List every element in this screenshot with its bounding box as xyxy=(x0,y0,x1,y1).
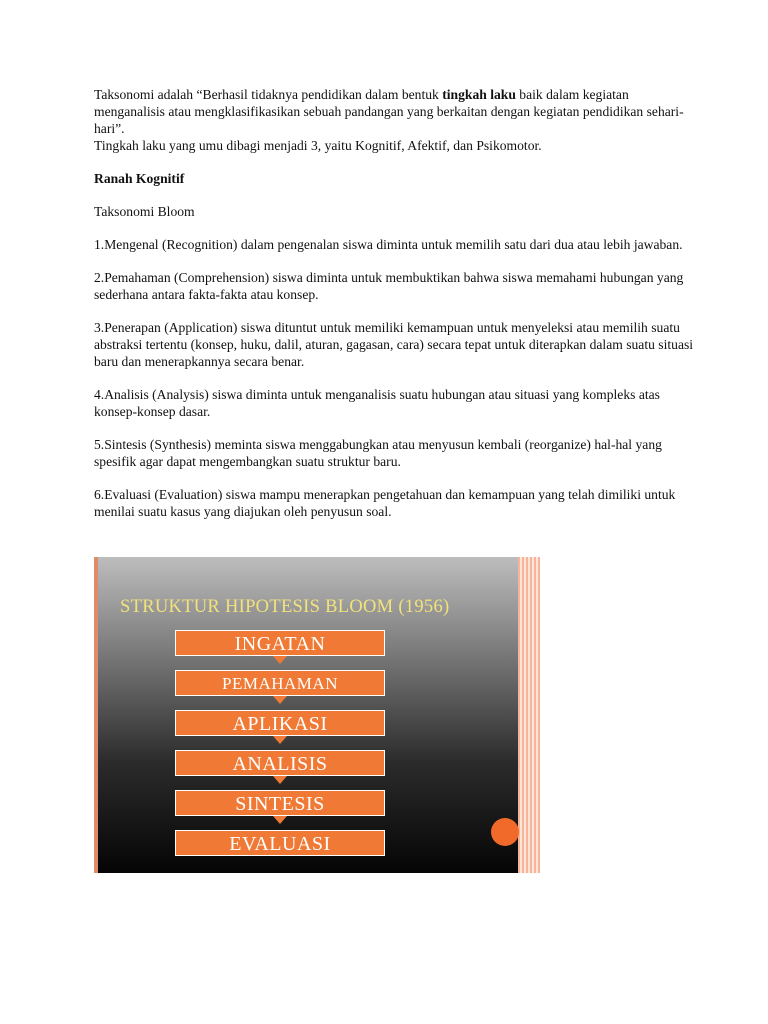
list-item: 2.Pemahaman (Comprehension) siswa diminta untuk membuktikan bahwa siswa memahami hubungan yang sederhana antara fakta-fakta atau konsep. xyxy=(94,270,684,302)
arrow-down-icon xyxy=(273,776,287,784)
slide-title: STRUKTUR HIPOTESIS BLOOM (1956) xyxy=(120,597,450,617)
arrow-down-icon xyxy=(273,736,287,744)
level-box-pemahaman: PEMAHAMAN xyxy=(175,670,385,696)
section-heading: Ranah Kognitif xyxy=(94,171,185,186)
level-box-sintesis: SINTESIS xyxy=(175,790,385,816)
list-item: 4.Analisis (Analysis) siswa diminta untuk menganalisis suatu hubungan atau situasi yang kompleks atas konsep-konsep dasar. xyxy=(94,387,660,419)
list-item: 6.Evaluasi (Evaluation) siswa mampu menerapkan pengetahuan dan kemampuan yang telah dimiliki untuk menilai suatu kasus yang diajukan oleh penyusun soal. xyxy=(94,487,676,519)
intro-bold-term: tingkah laku xyxy=(442,87,516,102)
section-subheading: Taksonomi Bloom xyxy=(94,204,195,219)
bloom-slide-image xyxy=(94,557,540,873)
intro-paragraph xyxy=(94,86,694,137)
level-box-analisis: ANALISIS xyxy=(175,750,385,776)
slide-right-stripe xyxy=(518,557,540,873)
level-box-ingatan: INGATAN xyxy=(175,630,385,656)
list-item: 5.Sintesis (Synthesis) meminta siswa menggabungkan atau menyusun kembali (reorganize) hal-hal yang spesifik agar dapat mengembangkan suatu struktur baru. xyxy=(94,437,662,469)
level-box-aplikasi: APLIKASI xyxy=(175,710,385,736)
intro-text-2: baik dalam kegiatan menganalisis atau mengklasifikasikan sebuah pandangan yang berkaitan dengan kegiatan pendidikan sehari-hari”. xyxy=(94,87,684,136)
arrow-down-icon xyxy=(273,696,287,704)
intro-text-1: Taksonomi adalah “Berhasil tidaknya pendidikan dalam bentuk xyxy=(94,87,443,102)
intro-line-2: Tingkah laku yang umu dibagi menjadi 3, yaitu Kognitif, Afektif, dan Psikomotor. xyxy=(94,138,542,153)
arrow-down-icon xyxy=(273,656,287,664)
list-item: 3.Penerapan (Application) siswa dituntut untuk memiliki kemampuan untuk menyeleksi atau memilih suatu abstraksi tertentu (konsep, huku, dalil, aturan, gagasan, cara) secara tepat untuk diterapkan dalam suatu situasi baru dan menerapkannya secara benar. xyxy=(94,320,694,369)
list-item: 1.Mengenal (Recognition) dalam pengenalan siswa diminta untuk memilih satu dari dua atau lebih jawaban. xyxy=(94,237,683,252)
orange-circle-decoration xyxy=(491,818,519,846)
level-box-evaluasi: EVALUASI xyxy=(175,830,385,856)
document-body xyxy=(94,86,694,520)
arrow-down-icon xyxy=(273,816,287,824)
slide-left-border xyxy=(94,557,98,873)
